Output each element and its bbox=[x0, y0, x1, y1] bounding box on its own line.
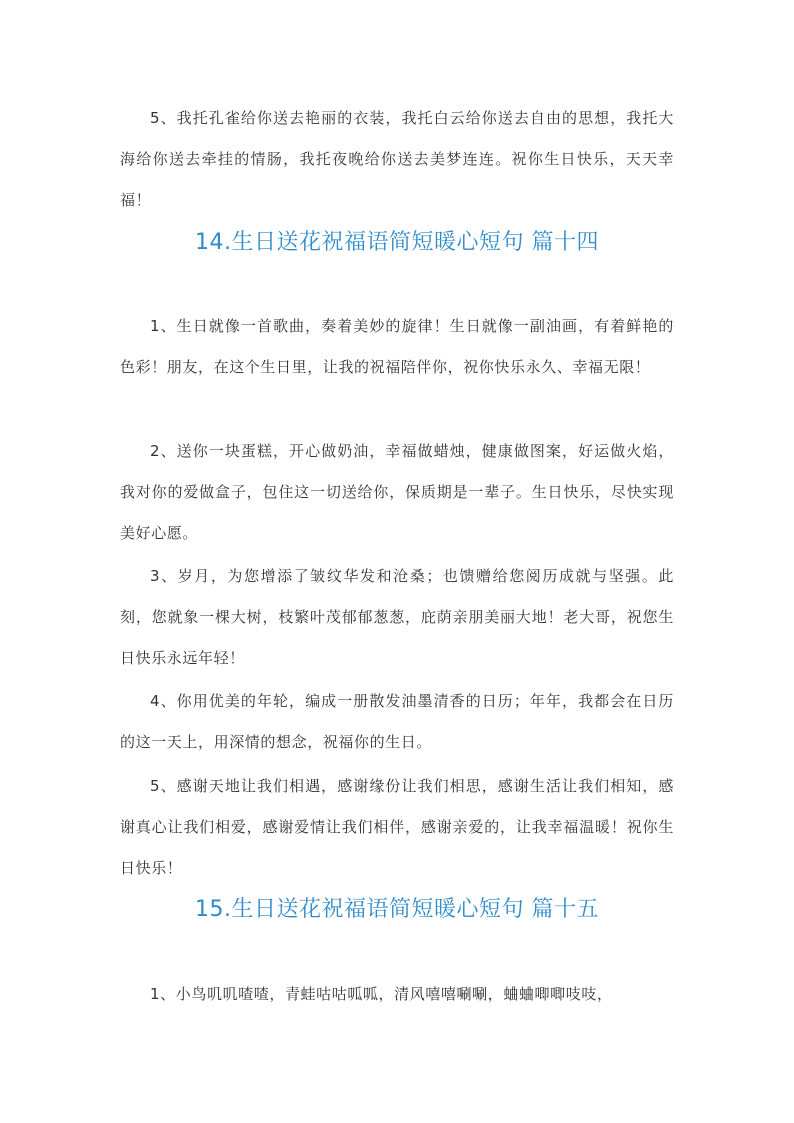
paragraph-14-2: 2、送你一块蛋糕，开心做奶油，幸福做蜡烛，健康做图案，好运做火焰，我对你的爱做盒子，包住这一切送给你，保质期是一辈子。生日快乐，尽快实现美好心愿。 bbox=[120, 442, 674, 542]
paragraph-14-5: 5、感谢天地让我们相遇，感谢缘份让我们相思，感谢生活让我们相知，感谢真心让我们相爱，感谢爱情让我们相伴，感谢亲爱的，让我幸福温暖！祝你生日快乐！ bbox=[120, 777, 674, 877]
paragraph-14-3: 3、岁月，为您增添了皱纹华发和沧桑；也馈赠给您阅历成就与坚强。此刻，您就象一棵大树，枝繁叶茂郁郁葱葱，庇荫亲朋美丽大地！老大哥，祝您生日快乐永远年轻！ bbox=[120, 567, 674, 667]
paragraph-14-4: 4、你用优美的年轮，编成一册散发油墨清香的日历；年年，我都会在日历的这一天上，用深情的想念，祝福你的生日。 bbox=[120, 692, 674, 751]
paragraph-15-1: 1、小鸟叽叽喳喳，青蛙咕咕呱呱，清风嘻嘻唰唰，蛐蛐唧唧吱吱， bbox=[150, 985, 613, 1003]
section-heading-14: 14.生日送花祝福语简短暖心短句 篇十四 bbox=[195, 230, 599, 255]
section-heading-15: 15.生日送花祝福语简短暖心短句 篇十五 bbox=[195, 897, 599, 922]
paragraph-14-1: 1、生日就像一首歌曲，奏着美妙的旋律！生日就像一副油画，有着鲜艳的色彩！朋友，在这个生日里，让我的祝福陪伴你，祝你快乐永久、幸福无限！ bbox=[120, 317, 674, 376]
paragraph-intro-5: 5、我托孔雀给你送去艳丽的衣装，我托白云给你送去自由的思想，我托大海给你送去牵挂的情肠，我托夜晚给你送去美梦连连。祝你生日快乐，天天幸福！ bbox=[120, 109, 674, 209]
